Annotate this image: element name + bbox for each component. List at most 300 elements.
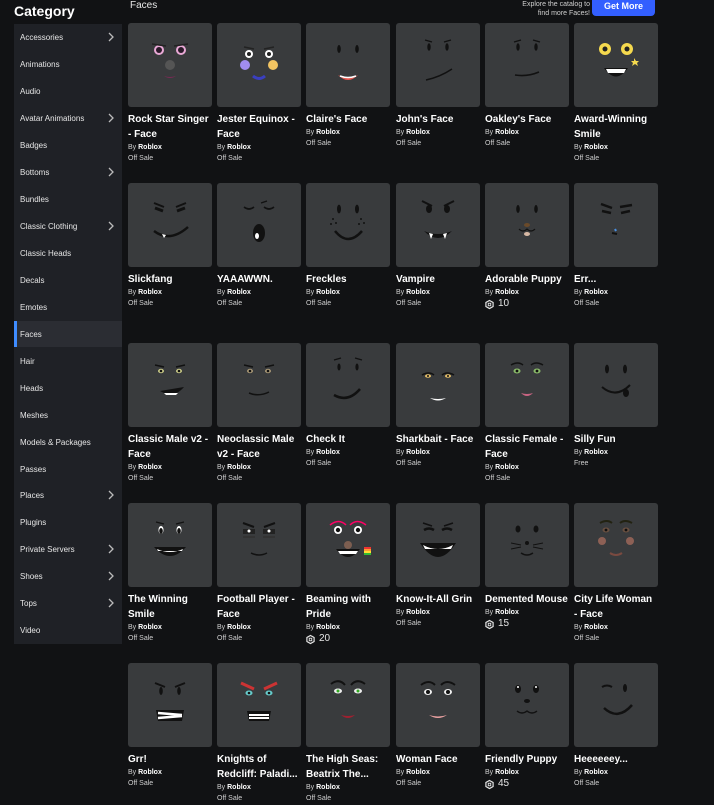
item-name[interactable]: John's Face xyxy=(396,114,454,125)
sidebar-item-label: Passes xyxy=(20,464,47,474)
item-card[interactable] xyxy=(128,183,212,310)
item-name[interactable]: Slickfang xyxy=(128,274,173,285)
price-value: 20 xyxy=(319,633,331,644)
item-creator xyxy=(306,448,390,458)
price-value: Off Sale xyxy=(306,795,332,802)
item-card[interactable] xyxy=(128,663,212,790)
item-thumbnail[interactable] xyxy=(217,343,301,427)
item-thumbnail[interactable] xyxy=(396,343,480,427)
creator-name[interactable]: Roblox xyxy=(495,464,519,471)
price-value: Off Sale xyxy=(217,635,243,642)
sidebar-item-passes[interactable] xyxy=(14,456,122,482)
promo-line-2: find more Faces! xyxy=(537,10,590,17)
creator-prefix: By xyxy=(128,624,137,631)
creator-name[interactable]: Roblox xyxy=(316,289,340,296)
creator-name[interactable]: Roblox xyxy=(406,129,430,136)
item-price xyxy=(217,298,301,310)
item-name[interactable]: Sharkbait - Face xyxy=(396,434,474,445)
creator-prefix: By xyxy=(217,624,226,631)
sidebar-item-label: Badges xyxy=(20,140,48,150)
item-thumbnail[interactable] xyxy=(128,343,212,427)
item-price xyxy=(306,793,390,805)
item-thumbnail[interactable] xyxy=(574,23,658,107)
face-thumbnail-image xyxy=(396,503,480,587)
item-name[interactable]: Woman Face xyxy=(396,754,458,765)
item-price xyxy=(574,633,658,645)
face-thumbnail-image xyxy=(217,183,301,267)
face-thumbnail-image xyxy=(574,343,658,427)
face-thumbnail-image xyxy=(396,23,480,107)
item-thumbnail[interactable] xyxy=(574,663,658,747)
item-name[interactable]: YAAAWWN. xyxy=(217,274,273,285)
item-card[interactable] xyxy=(485,343,569,485)
item-name[interactable]: Demented Mouse xyxy=(485,594,568,605)
creator-name[interactable]: Roblox xyxy=(138,464,162,471)
creator-name[interactable]: Roblox xyxy=(584,289,608,296)
item-price xyxy=(574,298,658,310)
creator-prefix: By xyxy=(485,609,494,616)
sidebar-item-faces[interactable] xyxy=(14,321,122,347)
price-value: 15 xyxy=(498,618,510,629)
item-thumbnail[interactable] xyxy=(217,503,301,587)
face-thumbnail-image xyxy=(217,23,301,107)
item-card[interactable] xyxy=(128,343,212,485)
creator-name[interactable]: Roblox xyxy=(227,289,251,296)
sidebar-item-classic-heads[interactable] xyxy=(14,240,122,266)
item-creator xyxy=(396,608,480,618)
price-value: Off Sale xyxy=(306,300,332,307)
item-name[interactable]: Silly Fun xyxy=(574,434,616,445)
sidebar-item-accessories[interactable] xyxy=(14,24,122,50)
face-thumbnail-image xyxy=(217,503,301,587)
sidebar-item-label: Bundles xyxy=(20,194,49,204)
face-thumbnail-image xyxy=(485,663,569,747)
item-creator xyxy=(128,768,212,778)
page-title: Faces xyxy=(130,0,158,11)
category-title: Category xyxy=(14,3,75,19)
item-card[interactable] xyxy=(574,663,658,790)
item-card[interactable] xyxy=(217,503,301,645)
item-card[interactable] xyxy=(306,343,390,470)
item-thumbnail[interactable] xyxy=(128,183,212,267)
item-name[interactable]: Football Player - Face xyxy=(217,594,295,620)
item-thumbnail[interactable] xyxy=(128,503,212,587)
item-price xyxy=(574,458,658,470)
item-name[interactable]: Oakley's Face xyxy=(485,114,552,125)
creator-name[interactable]: Roblox xyxy=(584,624,608,631)
item-thumbnail[interactable] xyxy=(128,663,212,747)
item-creator xyxy=(128,463,212,473)
item-card[interactable] xyxy=(485,663,569,790)
item-creator xyxy=(217,623,301,633)
item-card[interactable] xyxy=(574,183,658,310)
price-value: Off Sale xyxy=(306,140,332,147)
item-creator xyxy=(217,143,301,153)
face-thumbnail-image xyxy=(485,343,569,427)
item-price xyxy=(128,778,212,790)
item-name[interactable]: Friendly Puppy xyxy=(485,754,558,765)
item-name[interactable]: Classic Female - Face xyxy=(485,434,564,460)
item-name[interactable]: Vampire xyxy=(396,274,435,285)
item-thumbnail[interactable] xyxy=(574,183,658,267)
item-name[interactable]: Knights of Redcliff: Paladi... xyxy=(217,754,298,780)
item-price xyxy=(396,458,480,470)
item-card[interactable] xyxy=(396,23,480,150)
get-more-button[interactable]: Get More xyxy=(592,0,655,16)
creator-prefix: By xyxy=(217,289,226,296)
price-value: Off Sale xyxy=(574,155,600,162)
item-price xyxy=(574,153,658,165)
creator-name[interactable]: Roblox xyxy=(584,769,608,776)
robux-icon xyxy=(485,780,494,789)
creator-prefix: By xyxy=(396,129,405,136)
face-thumbnail-image xyxy=(306,23,390,107)
sidebar-item-label: Private Servers xyxy=(20,544,75,554)
creator-name[interactable]: Roblox xyxy=(316,784,340,791)
item-thumbnail[interactable] xyxy=(396,663,480,747)
item-thumbnail[interactable] xyxy=(396,23,480,107)
sidebar-item-emotes[interactable] xyxy=(14,294,122,320)
item-name[interactable]: Know-It-All Grin xyxy=(396,594,473,605)
item-thumbnail[interactable] xyxy=(306,343,390,427)
creator-prefix: By xyxy=(574,769,583,776)
sidebar-item-plugins[interactable] xyxy=(14,509,122,535)
sidebar-item-badges[interactable] xyxy=(14,132,122,158)
item-thumbnail[interactable] xyxy=(128,23,212,107)
item-thumbnail[interactable] xyxy=(217,23,301,107)
price-value: Off Sale xyxy=(217,795,243,802)
face-thumbnail-image xyxy=(306,663,390,747)
sidebar-item-private-servers[interactable] xyxy=(14,536,122,562)
item-card[interactable] xyxy=(128,23,212,165)
sidebar-item-label: Shoes xyxy=(20,571,43,581)
item-card[interactable] xyxy=(574,343,658,470)
face-thumbnail-image xyxy=(574,23,658,107)
creator-name[interactable]: Roblox xyxy=(316,624,340,631)
face-thumbnail-image xyxy=(128,23,212,107)
face-thumbnail-image xyxy=(485,23,569,107)
sidebar-item-video[interactable] xyxy=(14,617,122,643)
creator-name[interactable]: Roblox xyxy=(495,609,519,616)
price-value: Off Sale xyxy=(574,780,600,787)
item-thumbnail[interactable] xyxy=(306,503,390,587)
item-card[interactable] xyxy=(485,183,569,310)
item-thumbnail[interactable] xyxy=(217,183,301,267)
price-value: Off Sale xyxy=(396,620,422,627)
creator-name[interactable]: Roblox xyxy=(316,449,340,456)
item-creator xyxy=(306,783,390,793)
item-thumbnail[interactable] xyxy=(485,343,569,427)
creator-prefix: By xyxy=(574,624,583,631)
item-price xyxy=(306,458,390,470)
item-price xyxy=(485,618,569,630)
sidebar-item-animations[interactable] xyxy=(14,51,122,77)
creator-prefix: By xyxy=(574,144,583,151)
sidebar-item-label: Bottoms xyxy=(20,167,50,177)
item-card[interactable] xyxy=(396,183,480,310)
item-creator xyxy=(128,143,212,153)
price-value: Off Sale xyxy=(396,300,422,307)
item-card[interactable] xyxy=(306,23,390,150)
item-name[interactable]: Grr! xyxy=(128,754,147,765)
creator-prefix: By xyxy=(306,784,315,791)
item-name[interactable]: Claire's Face xyxy=(306,114,368,125)
item-card[interactable] xyxy=(306,663,390,805)
sidebar-item-avatar-animations[interactable] xyxy=(14,105,122,131)
creator-name[interactable]: Roblox xyxy=(227,144,251,151)
price-value: Off Sale xyxy=(217,475,243,482)
item-card[interactable] xyxy=(217,343,301,485)
item-name[interactable]: Err... xyxy=(574,274,597,285)
sidebar-item-label: Audio xyxy=(20,86,41,96)
chevron-right-icon xyxy=(106,32,116,42)
item-price xyxy=(485,778,569,790)
creator-name[interactable]: Roblox xyxy=(495,769,519,776)
creator-name[interactable]: Roblox xyxy=(138,624,162,631)
sidebar-item-shoes[interactable] xyxy=(14,563,122,589)
creator-prefix: By xyxy=(306,289,315,296)
creator-name[interactable]: Roblox xyxy=(584,144,608,151)
item-thumbnail[interactable] xyxy=(485,23,569,107)
item-name[interactable]: Heeeeeey... xyxy=(574,754,628,765)
promo-text xyxy=(470,0,590,18)
price-value: Off Sale xyxy=(574,300,600,307)
item-creator xyxy=(574,623,658,633)
face-thumbnail-image xyxy=(128,663,212,747)
item-card[interactable] xyxy=(217,663,301,805)
chevron-right-icon xyxy=(106,167,116,177)
item-name[interactable]: Check It xyxy=(306,434,345,445)
category-sidebar xyxy=(0,0,122,782)
item-price xyxy=(485,138,569,150)
face-thumbnail-image xyxy=(574,183,658,267)
price-value: Off Sale xyxy=(217,155,243,162)
sidebar-item-label: Avatar Animations xyxy=(20,113,85,123)
price-value: 10 xyxy=(498,298,510,309)
price-value: Off Sale xyxy=(396,780,422,787)
item-card[interactable] xyxy=(485,503,569,630)
chevron-right-icon xyxy=(106,490,116,500)
price-value: Off Sale xyxy=(574,635,600,642)
sidebar-item-heads[interactable] xyxy=(14,375,122,401)
sidebar-item-hair[interactable] xyxy=(14,348,122,374)
item-card[interactable] xyxy=(217,23,301,165)
face-thumbnail-image xyxy=(217,343,301,427)
item-creator xyxy=(306,128,390,138)
item-thumbnail[interactable] xyxy=(574,503,658,587)
item-name[interactable]: Adorable Puppy xyxy=(485,274,562,285)
item-name[interactable]: Classic Male v2 - Face xyxy=(128,434,209,460)
sidebar-item-places[interactable] xyxy=(14,482,122,508)
price-value: Off Sale xyxy=(485,140,511,147)
creator-name[interactable]: Roblox xyxy=(584,449,608,456)
item-price xyxy=(396,618,480,630)
item-price xyxy=(217,793,301,805)
item-price xyxy=(128,633,212,645)
creator-prefix: By xyxy=(217,144,226,151)
face-thumbnail-image xyxy=(306,183,390,267)
face-thumbnail-image xyxy=(306,503,390,587)
creator-name[interactable]: Roblox xyxy=(138,769,162,776)
creator-name[interactable]: Roblox xyxy=(227,624,251,631)
creator-name[interactable]: Roblox xyxy=(406,449,430,456)
price-value: Off Sale xyxy=(396,460,422,467)
item-creator xyxy=(396,128,480,138)
creator-name[interactable]: Roblox xyxy=(138,289,162,296)
item-name[interactable]: The Winning Smile xyxy=(128,594,188,620)
face-thumbnail-image xyxy=(485,183,569,267)
item-card[interactable] xyxy=(574,23,658,165)
price-value: Off Sale xyxy=(128,300,154,307)
item-name[interactable]: Jester Equinox - Face xyxy=(217,114,295,140)
chevron-right-icon xyxy=(106,598,116,608)
creator-name[interactable]: Roblox xyxy=(406,769,430,776)
item-thumbnail[interactable] xyxy=(396,503,480,587)
price-value: 45 xyxy=(498,778,510,789)
sidebar-item-label: Classic Heads xyxy=(20,248,72,258)
item-price xyxy=(574,778,658,790)
item-thumbnail[interactable] xyxy=(306,663,390,747)
item-thumbnail[interactable] xyxy=(217,663,301,747)
creator-prefix: By xyxy=(396,769,405,776)
sidebar-item-tops[interactable] xyxy=(14,590,122,616)
creator-name[interactable]: Roblox xyxy=(138,144,162,151)
creator-prefix: By xyxy=(128,769,137,776)
item-name[interactable]: Rock Star Singer - Face xyxy=(128,114,209,140)
item-name[interactable]: The High Seas: Beatrix The... xyxy=(306,754,379,780)
price-value: Off Sale xyxy=(485,475,511,482)
chevron-right-icon xyxy=(106,221,116,231)
sidebar-item-bottoms[interactable] xyxy=(14,159,122,185)
face-thumbnail-image xyxy=(574,663,658,747)
item-creator xyxy=(217,463,301,473)
item-price xyxy=(128,298,212,310)
sidebar-item-meshes[interactable] xyxy=(14,402,122,428)
item-name[interactable]: Award-Winning Smile xyxy=(574,114,648,140)
item-thumbnail[interactable] xyxy=(485,663,569,747)
category-list xyxy=(14,24,122,644)
sidebar-item-bundles[interactable] xyxy=(14,186,122,212)
creator-name[interactable]: Roblox xyxy=(495,129,519,136)
robux-icon xyxy=(306,635,315,644)
item-thumbnail[interactable] xyxy=(485,503,569,587)
face-thumbnail-image xyxy=(217,663,301,747)
item-creator xyxy=(485,768,569,778)
face-thumbnail-image xyxy=(128,343,212,427)
item-creator xyxy=(128,623,212,633)
item-price xyxy=(396,298,480,310)
sidebar-item-classic-clothing[interactable] xyxy=(14,213,122,239)
item-creator xyxy=(128,288,212,298)
creator-name[interactable]: Roblox xyxy=(406,609,430,616)
sidebar-item-label: Heads xyxy=(20,383,44,393)
creator-name[interactable]: Roblox xyxy=(495,289,519,296)
item-card[interactable] xyxy=(485,23,569,150)
sidebar-item-label: Plugins xyxy=(20,517,47,527)
item-thumbnail[interactable] xyxy=(485,183,569,267)
creator-prefix: By xyxy=(128,144,137,151)
item-thumbnail[interactable] xyxy=(396,183,480,267)
creator-prefix: By xyxy=(128,464,137,471)
face-thumbnail-image xyxy=(396,183,480,267)
item-creator xyxy=(574,143,658,153)
sidebar-item-decals[interactable] xyxy=(14,267,122,293)
creator-prefix: By xyxy=(306,449,315,456)
creator-prefix: By xyxy=(217,464,226,471)
creator-prefix: By xyxy=(485,769,494,776)
item-creator xyxy=(306,288,390,298)
item-card[interactable] xyxy=(396,503,480,630)
item-name[interactable]: City Life Woman - Face xyxy=(574,594,653,620)
item-creator xyxy=(574,448,658,458)
item-price xyxy=(485,473,569,485)
item-creator xyxy=(485,463,569,473)
face-thumbnail-image xyxy=(128,503,212,587)
item-creator xyxy=(396,768,480,778)
item-price xyxy=(128,153,212,165)
item-thumbnail[interactable] xyxy=(306,23,390,107)
sidebar-item-models-packages[interactable] xyxy=(14,429,122,455)
price-value: Off Sale xyxy=(128,780,154,787)
item-price xyxy=(485,298,569,310)
item-thumbnail[interactable] xyxy=(306,183,390,267)
chevron-right-icon xyxy=(106,544,116,554)
item-card[interactable] xyxy=(574,503,658,645)
item-name[interactable]: Beaming with Pride xyxy=(306,594,372,620)
chevron-right-icon xyxy=(106,113,116,123)
face-thumbnail-image xyxy=(128,183,212,267)
item-name[interactable]: Freckles xyxy=(306,274,347,285)
creator-name[interactable]: Roblox xyxy=(316,129,340,136)
item-price xyxy=(306,298,390,310)
item-price xyxy=(396,138,480,150)
sidebar-item-audio[interactable] xyxy=(14,78,122,104)
item-creator xyxy=(217,783,301,793)
item-creator xyxy=(485,128,569,138)
item-card[interactable] xyxy=(396,343,480,470)
creator-prefix: By xyxy=(485,289,494,296)
price-value: Off Sale xyxy=(306,460,332,467)
item-price xyxy=(217,633,301,645)
robux-icon xyxy=(485,620,494,629)
price-value: Off Sale xyxy=(128,155,154,162)
creator-name[interactable]: Roblox xyxy=(406,289,430,296)
item-price xyxy=(306,138,390,150)
sidebar-item-label: Models & Packages xyxy=(20,437,91,447)
sidebar-item-label: Hair xyxy=(20,356,35,366)
item-name[interactable]: Neoclassic Male v2 - Face xyxy=(217,434,295,460)
item-card[interactable] xyxy=(217,183,301,310)
sidebar-item-label: Meshes xyxy=(20,410,49,420)
item-card[interactable] xyxy=(396,663,480,790)
creator-name[interactable]: Roblox xyxy=(227,464,251,471)
price-value: Off Sale xyxy=(128,635,154,642)
item-card[interactable] xyxy=(306,183,390,310)
item-creator xyxy=(217,288,301,298)
creator-prefix: By xyxy=(396,289,405,296)
item-card[interactable] xyxy=(306,503,390,645)
item-card[interactable] xyxy=(128,503,212,645)
item-thumbnail[interactable] xyxy=(574,343,658,427)
item-creator xyxy=(485,608,569,618)
sidebar-item-label: Tops xyxy=(20,598,37,608)
creator-name[interactable]: Roblox xyxy=(227,784,251,791)
sidebar-item-label: Classic Clothing xyxy=(20,221,78,231)
face-thumbnail-image xyxy=(574,503,658,587)
creator-prefix: By xyxy=(485,464,494,471)
sidebar-item-label: Places xyxy=(20,490,45,500)
item-creator xyxy=(306,623,390,633)
